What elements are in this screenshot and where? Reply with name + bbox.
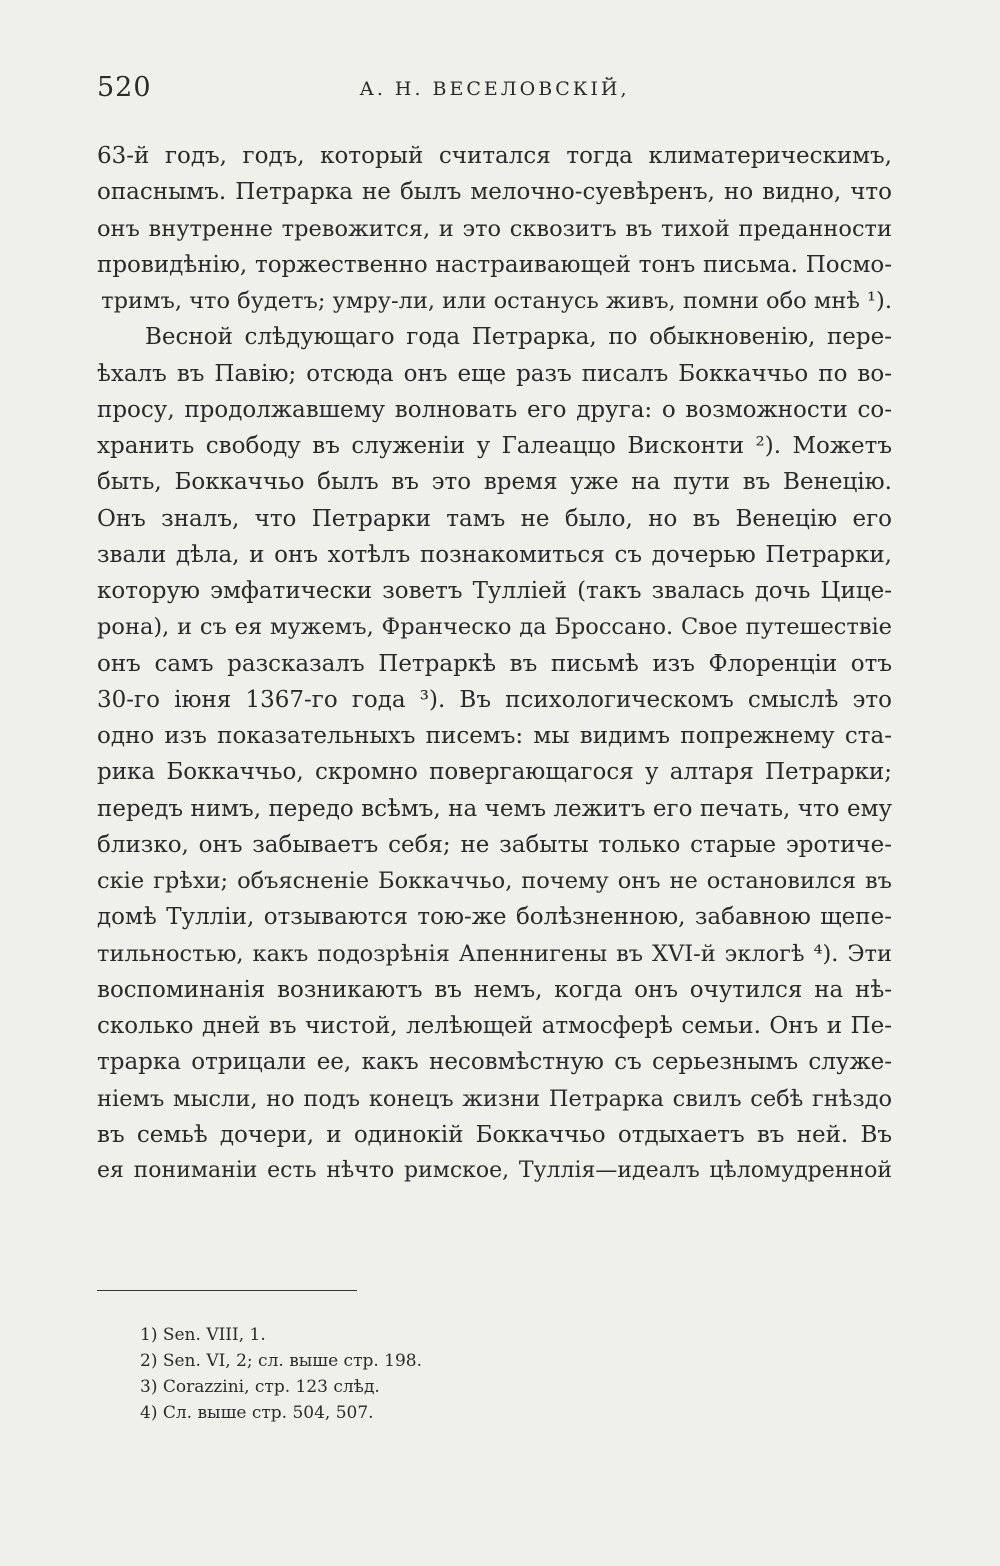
text-line: просу, продолжавшему волновать его друга: о возможности со- [97,396,892,423]
text-line: быть, Боккаччьо былъ въ это время уже на пути въ Венецію. [97,469,892,496]
text-line: трарка отрицали ее, какъ несовмѣстную съ серьезнымъ служе- [97,1049,892,1076]
footnote-rule [97,1290,357,1291]
text-line: ея пониманіи есть нѣчто римское, Туллія—идеалъ цѣломудренной [97,1158,892,1183]
footnote: 4) Сл. выше стр. 504, 507. [140,1403,374,1423]
text-line: онъ самъ разсказалъ Петраркѣ въ письмѣ изъ Флоренціи отъ [97,650,892,677]
body-text [97,138,892,1189]
text-line: тильностью, какъ подозрѣнія Апеннигены въ XVI-й эклогѣ ⁴). Эти [97,940,892,967]
text-line: звали дѣла, и онъ хотѣлъ познакомиться съ дочерью Петрарки, [97,541,892,568]
text-line: рона), и съ ея мужемъ, Франческо да Броссано. Свое путешествіе [97,614,892,641]
text-line: воспоминанія возникаютъ въ немъ, когда онъ очутился на нѣ- [97,976,892,1003]
text-line: рика Боккаччьо, скромно повергающагося у алтаря Петрарки; [97,759,892,786]
page-number: 520 [97,72,152,103]
text-line: сколько дней въ чистой, лелѣющей атмосферѣ семьи. Онъ и Пе- [97,1013,892,1039]
text-line: въ семьѣ дочери, и одинокій Боккаччьо отдыхаетъ въ ней. Въ [97,1121,892,1148]
footnotes [140,1322,422,1426]
text-line: опаснымъ. Петрарка не былъ мелочно-суевѣренъ, но видно, что [97,179,892,206]
text-line: домѣ Тулліи, отзываются тою-же болѣзненною, забавною щепе- [97,904,892,931]
text-line: тримъ, что будетъ; умру-ли, или останусь живъ, помни обо мнѣ ¹). [101,288,892,314]
text-line: ніемъ мысли, но подъ конецъ жизни Петрарка свилъ себѣ гнѣздо [97,1085,892,1112]
text-line: ѣхалъ въ Павію; отсюда онъ еще разъ писалъ Боккаччьо по во- [97,360,892,387]
running-head: А. Н. ВЕСЕЛОВСКІЙ, [359,78,630,100]
text-line: 30-го іюня 1367-го года ³). Въ психологическомъ смыслѣ это [97,686,892,713]
footnote: 3) Corazzini, стр. 123 слѣд. [140,1377,380,1397]
text-line: онъ внутренне тревожится, и это сквозитъ въ тихой преданности [97,215,892,242]
text-line: провидѣнію, торжественно настраивающей тонъ письма. Посмо- [97,251,892,278]
footnote: 1) Sen. VIII, 1. [140,1325,266,1345]
text-line: которую эмфатически зоветъ Тулліей (такъ звалась дочь Цице- [97,578,892,604]
text-line: Весной слѣдующаго года Петрарка, по обыкновенію, пере- [145,324,892,351]
text-line: передъ нимъ, передо всѣмъ, на чемъ лежитъ его печать, что ему [97,795,892,822]
page-header [97,72,892,112]
text-line: скіе грѣхи; объясненіе Боккаччьо, почему онъ не остановился въ [97,868,892,894]
footnote: 2) Sen. VI, 2; сл. выше стр. 198. [140,1351,423,1371]
text-line: близко, онъ забываетъ себя; не забыты только старые эротиче- [97,831,892,858]
text-line: Онъ зналъ, что Петрарки тамъ не было, но въ Венецію его [97,505,892,532]
text-line: 63-й годъ, годъ, который считался тогда климатерическимъ, [97,143,892,169]
text-line: хранить свободу въ служеніи у Галеаццо Висконти ²). Можетъ [97,433,892,459]
text-line: одно изъ показательныхъ писемъ: мы видимъ попрежнему ста- [97,723,892,749]
